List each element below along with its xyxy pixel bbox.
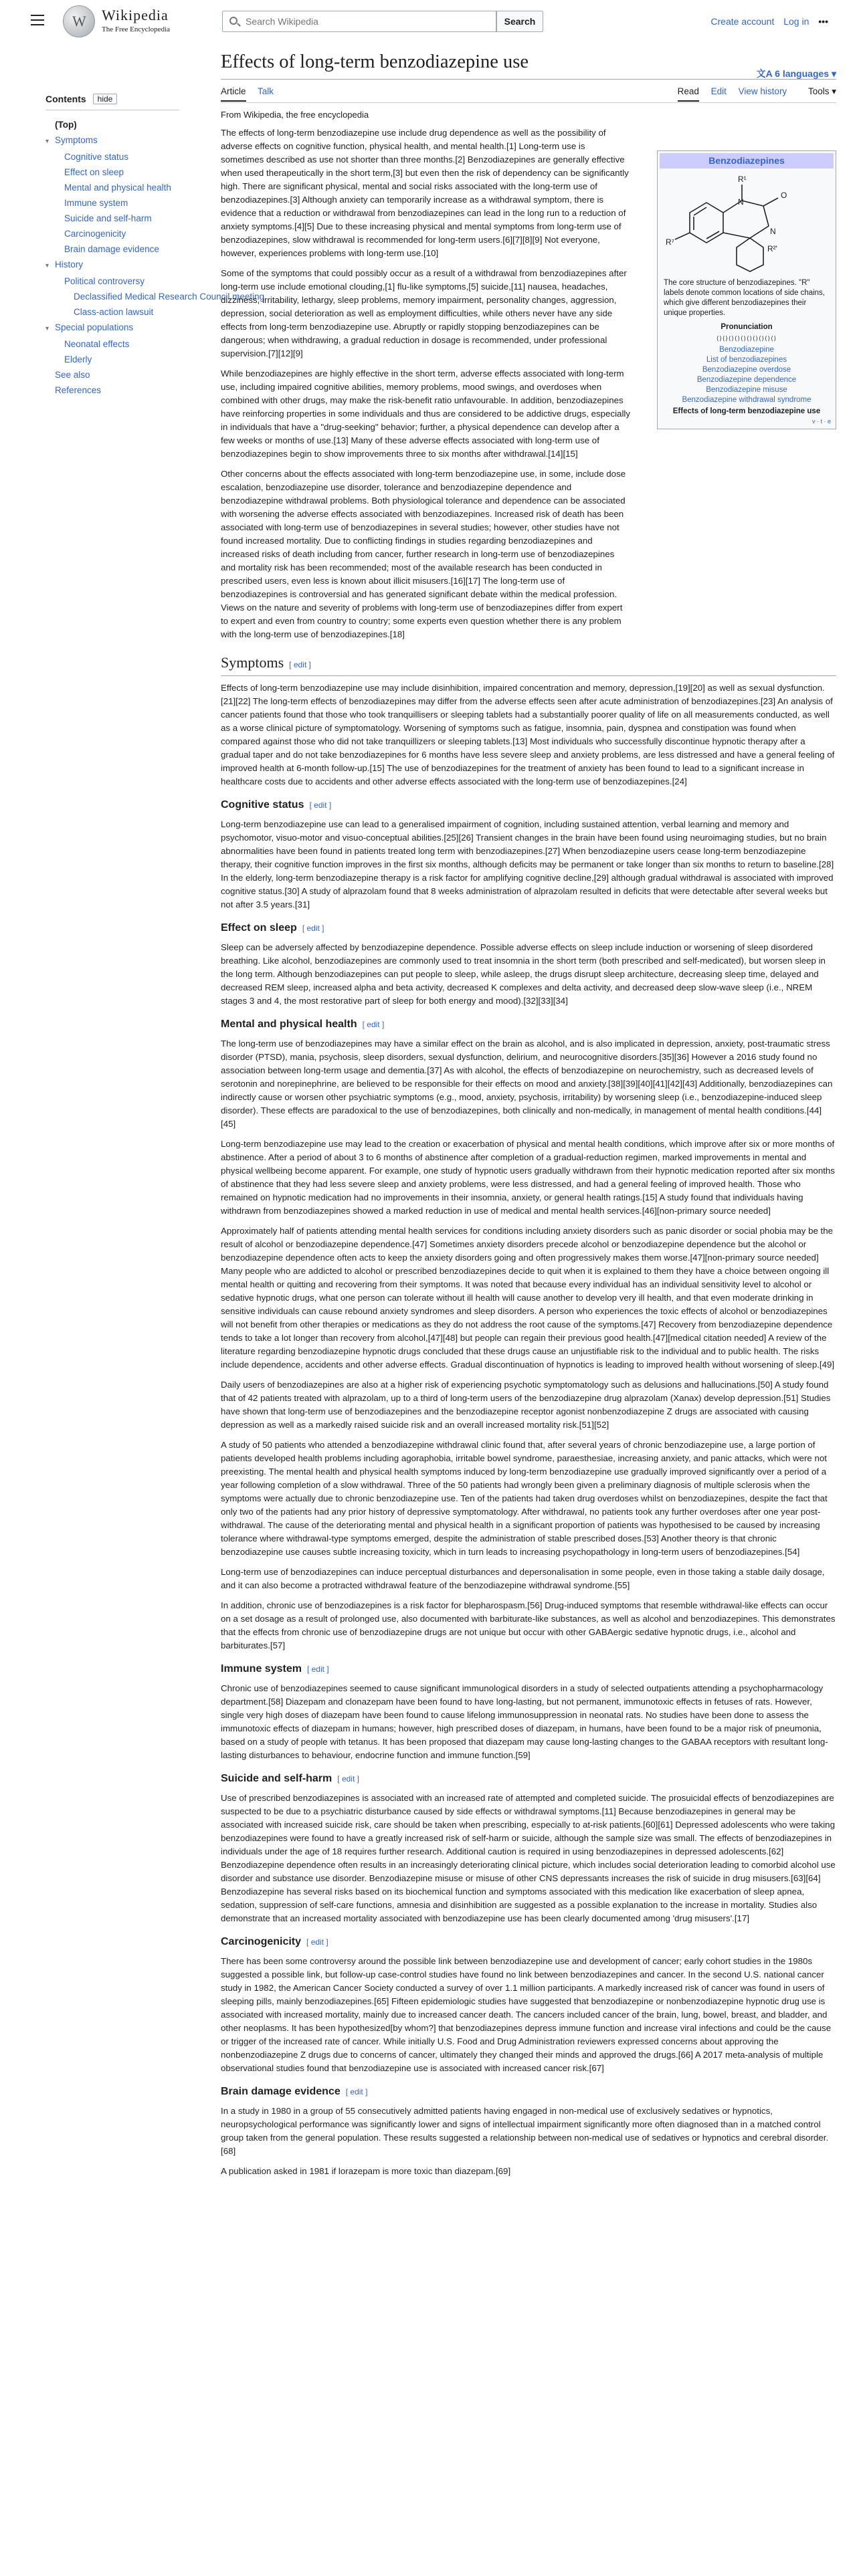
section-edit-link[interactable]: [ edit ]: [309, 800, 332, 810]
section-heading: [221, 2083, 836, 2101]
toc-item[interactable]: [45, 211, 193, 226]
section-title: Symptoms: [221, 654, 284, 671]
infobox-links: [660, 345, 834, 405]
section-title: Carcinogenicity: [221, 1936, 302, 1947]
toc-item-label: References: [55, 385, 102, 395]
section-paragraph: Long-term benzodiazepine use can lead to a generalised impairment of cognition, including sustained attention, verbal learning and memory and psychomotor, visuo-motor and visuo-conceptual abilities.[25][26] Transient changes in the brain have been found using neuroimaging studies, but no brain abnormalities have been found in patients treated long term with benzodiazepines.[27] When benzodiazepine users cease long-term benzodiazepine therapy, their cognitive function improves in the first six months, although deficits may be permanent or take longer than six months to return to baseline.[28] In the elderly, long-term benzodiazepine therapy is a risk factor for amplifying cognitive decline,[29] although gradual withdrawal is associated with improved cognitive status.[30] A study of alprazolam found that 8 weeks administration of alprazolam resulted in deficits that were detectable after several weeks but not after 3.5 years.[31]: [221, 819, 834, 909]
section-edit-link[interactable]: [ edit ]: [302, 924, 324, 933]
toc-item-label: Mental and physical health: [64, 183, 171, 193]
section-heading: [221, 1933, 836, 1951]
translate-icon: 文A: [756, 68, 775, 79]
toc-item[interactable]: [45, 117, 193, 132]
toc-item-label: Effect on sleep: [64, 167, 124, 177]
edit-label: edit: [310, 1937, 324, 1947]
toc-item-label: Special populations: [55, 322, 134, 332]
toc-title: Contents: [45, 94, 86, 104]
search-box[interactable]: [222, 11, 496, 32]
toc-item-label: Immune system: [64, 198, 128, 208]
section-edit-link[interactable]: [ edit ]: [345, 2087, 368, 2097]
edit-label: edit: [367, 1020, 380, 1029]
benzodiazepine-structure-image[interactable]: [660, 173, 834, 273]
lead-paragraph: Other concerns about the effects associated with long-term benzodiazepine use, in some, include dose escalation, benzodiazepine use disorder, tolerance and benzodiazepine dependence and benzodiazepine withdrawal problems. Both physiological tolerance and dependence can be associated with worsening the adverse effects associated with benzodiazepines. Increased risk of death has been associated with long-term use of benzodiazepines in several studies; however, other studies have not found increased mortality. Due to conflicting findings in studies regarding benzodiazepines and increased risks of death including from cancer, further research in long-term use of benzodiazepines and mortality risk has been recommended; most of the available research has been conducted in prescribed users, even less is known about illicit misusers.[16][17] The long-term use of benzodiazepines is controversial and has generated significant debate within the medical profession. Views on the nature and severity of problems with long-term use of benzodiazepines differ from expert to expert and even from country to country; some experts even question whether there is any problem with the long-term use of benzodiazepines.[18]: [221, 469, 626, 639]
section-title: Effect on sleep: [221, 922, 297, 934]
page-title: Effects of long-term benzodiazepine use: [221, 51, 529, 72]
section-title: Cognitive status: [221, 799, 304, 811]
infobox-current: Effects of long-term benzodiazepine use: [672, 407, 821, 415]
section-paragraph: In addition, chronic use of benzodiazepines is a risk factor for blepharospasm.[56] Drug-induced symptoms that resemble withdrawal-like effects can occur on a set dosage as a result of prolonged use, also documented with barbiturate-like substances, as well as alcohol and benzodiazepines. This demonstrates that the effects from chronic use of benzodiazepine drugs are not unique but occur with other GABAergic sedative hypnotic drugs, i.e., alcohol and barbiturates.[57]: [221, 1600, 836, 1650]
article-body: [221, 126, 836, 2178]
pronunciation-value: ⟨⟩⟨⟩⟨⟩⟨⟩⟨⟩⟨⟩⟨⟩⟨⟩⟨⟩⟨⟩: [716, 335, 777, 342]
tab-article[interactable]: Article: [221, 86, 246, 102]
toc-item[interactable]: [45, 336, 193, 352]
page-tabs: [221, 80, 836, 102]
infobox-caption: The core structure of benzodiazepines. "R" labels denote common locations of side chains, which give different benzodiazepines their unique properties.: [664, 279, 826, 317]
toc-item[interactable]: [45, 352, 193, 367]
toc-item-label: Carcinogenicity: [64, 229, 126, 239]
toc-item[interactable]: [45, 257, 193, 274]
section-edit-link[interactable]: [ edit ]: [362, 1020, 385, 1029]
section-paragraph: Sleep can be adversely affected by benzodiazepine dependence. Possible adverse effects on sleep include induction or worsening of sleep disordered breathing. Like alcohol, benzodiazepines are commonly used to treat insomnia in the short term (both prescribed and self-medicated), but worsen sleep in the long term. Although benzodiazepines can put people to sleep, while asleep, the drugs disrupt sleep architecture, decreasing sleep time, delayed and decreased REM sleep, increased alpha and beta activity, decreased K complexes and delta activity, and decreased deep slow-wave sleep (i.e., NREM stages 3 and 4, the most restorative part of sleep for both energy and mood).[32][33][34]: [221, 942, 826, 1006]
table-of-contents: [45, 94, 265, 398]
section-heading: [221, 796, 836, 814]
infobox-link[interactable]: Benzodiazepine: [719, 346, 774, 354]
lead-paragraph: Some of the symptoms that could possibly occur as a result of a withdrawal from benzodiazepines after long-term use include emotional clouding,[1] flu-like symptoms,[5] suicide,[11] nausea, headaches, dizziness, irritability, lethargy, sleep problems, memory impairment, personality changes, aggression, depression, social deterioration as well as employment difficulties, while others never have any side effects from long-term benzodiazepine use. Abruptly or rapidly stopping benzodiazepines can be dangerous; when withdrawing, a gradual reduction in dosage is recommended, under professional supervision.[7][12][9]: [221, 268, 627, 358]
toc-item-label: Elderly: [64, 354, 92, 364]
toc-header: [45, 94, 193, 104]
svg-text:N: N: [738, 197, 744, 207]
personal-tools: [704, 16, 828, 27]
edit-label: edit: [350, 2087, 363, 2097]
chevron-down-icon[interactable]: ▾: [45, 262, 50, 270]
section-heading: [221, 1016, 836, 1033]
section-paragraph: Chronic use of benzodiazepines seemed to cause significant immunological disorders in a study of selected outpatients attending a psychopharmacology department.[58] Diazepam and clonazepam have been found to have long-lasting, but not permanent, immunotoxic effects in fetuses of rats. However, single very high doses of diazepam have been found to cause lifelong immunosuppression in neonatal rats. No studies have been done to assess the immunotoxic effects of diazepam in humans; however, high prescribed doses of diazepam, in humans, have been found to be a major risk of pneumonia, based on a study of people with tetanus. It has been proposed that diazepam may cause long-lasting changes to the GABAA receptors with resultant long-lasting disturbances to behaviour, endocrine function and immune function.[59]: [221, 1683, 828, 1760]
svg-text:R¹: R¹: [738, 175, 747, 184]
article-sections: [221, 652, 836, 2178]
toc-item[interactable]: [45, 195, 193, 211]
tab-tools[interactable]: Tools ▾: [807, 86, 836, 96]
create-account-link[interactable]: Create account: [710, 16, 775, 27]
section-heading: [221, 1660, 836, 1678]
section-heading: [221, 1770, 836, 1788]
toc-item[interactable]: [45, 132, 193, 149]
lead-paragraph: While benzodiazepines are highly effective in the short term, adverse effects associated with long-term use, including impaired cognitive abilities, memory problems, mood swings, and overdoses when combined with other drugs, may make the risk-benefit ratio unfavourable. In addition, benzodiazepines have reinforcing properties in some individuals and thus are considered to be addictive drugs, especially in individuals that have a "drug-seeking" behavior; further, a physical dependence can develop after a few weeks or months of use.[13] Many of these adverse effects associated with long-term use of benzodiazepines begin to show improvements three to six months after withdrawal.[14][15]: [221, 368, 631, 459]
language-button[interactable]: 文A 6 languages ▾: [756, 68, 836, 79]
infobox-link[interactable]: Benzodiazepine misuse: [706, 386, 787, 394]
infobox-title[interactable]: Benzodiazepines: [660, 153, 834, 169]
infobox-link[interactable]: Benzodiazepine overdose: [702, 366, 791, 374]
more-options-icon[interactable]: •••: [818, 16, 828, 27]
section-paragraph: Long-term use of benzodiazepines can induce perceptual disturbances and depersonalisation in some people, even in those taking a stable daily dosage, and it can also become a protracted withdrawal feature of the benzodiazepine withdrawal syndrome.[55]: [221, 1567, 825, 1590]
namespace-tabs: [221, 86, 283, 96]
toc-item[interactable]: [45, 180, 193, 195]
main-menu-icon[interactable]: [31, 15, 44, 25]
language-count: 6 languages: [775, 68, 830, 79]
site-header: [0, 0, 859, 43]
toc-item[interactable]: [45, 367, 193, 383]
pronunciation-label: Pronunciation: [721, 323, 773, 331]
toc-item[interactable]: [45, 165, 193, 180]
toc-item-label: Political controversy: [64, 276, 145, 286]
search-button[interactable]: Search: [496, 11, 543, 32]
toc-item-label: Class-action lawsuit: [74, 307, 154, 317]
svg-text:O: O: [781, 191, 787, 200]
navbox-vte[interactable]: v · t · e: [812, 418, 831, 425]
tab-edit[interactable]: Edit: [710, 86, 727, 96]
infobox-link[interactable]: Benzodiazepine dependence: [696, 376, 797, 384]
svg-text:N: N: [770, 227, 776, 236]
section-heading: [221, 652, 836, 676]
toc-item-label: Symptoms: [55, 135, 98, 145]
section-paragraph: Daily users of benzodiazepines are also at a higher risk of experiencing psychotic symptomatology such as delusions and hallucinations.[50] A study found that of 42 patients treated with alprazolam, up to a third of long-term users of the benzodiazepine drug alprazolam (Xanax) develop depression.[51] Studies have shown that long-term use of benzodiazepines and the benzodiazepine receptor agonist nonbenzodiazepine Z drugs are associated with causing depression as well as a markedly raised suicide risk and an overall increased mortality risk.[51][52]: [221, 1380, 831, 1430]
tab-read[interactable]: Read: [678, 86, 699, 102]
toc-item[interactable]: [45, 383, 193, 398]
toc-item-label: See also: [55, 370, 90, 380]
toc-item-label: History: [55, 259, 84, 270]
toc-hide-button[interactable]: hide: [93, 94, 118, 104]
section-edit-link[interactable]: [ edit ]: [306, 1937, 328, 1947]
log-in-link[interactable]: Log in: [783, 16, 809, 27]
section-title: Immune system: [221, 1663, 302, 1675]
toc-item-label: Neonatal effects: [64, 339, 130, 349]
toc-item-label: Suicide and self-harm: [64, 213, 152, 223]
section-paragraph: Long-term benzodiazepine use may lead to the creation or exacerbation of physical and mental health conditions, which improve after six or more months of abstinence. After a period of about 3 to 6 months of abstinence after completion of a gradual-reduction regimen, marked improvements in mental and physical wellbeing become apparent. For example, one study of hypnotic users gradually withdrawn from their hypnotic medication reported after six months of abstinence that they had less severe sleep and anxiety problems, were less distressed, and had a general feeling of improved health. Those who remained on hypnotic medication had no improvements in their insomnia, anxiety, or general health ratings.[15] A study found that individuals having withdrawn from benzodiazepines showed a marked reduction in use of medical and mental health services.[46][non-primary source needed]: [221, 1139, 835, 1216]
toc-item[interactable]: [45, 241, 193, 257]
infobox: [657, 150, 836, 429]
search-input[interactable]: [246, 15, 486, 27]
edit-label: edit: [293, 660, 307, 669]
toc-item-label: Cognitive status: [64, 152, 129, 162]
chevron-down-icon[interactable]: ▾: [45, 325, 50, 332]
site-sub: From Wikipedia, the free encyclopedia: [221, 110, 369, 120]
section-paragraph: In a study in 1980 in a group of 55 consecutively admitted patients having engaged in non-medical use of exclusively sedatives or hypnotics, neuropsychological performance was significantly lower and signs of intellectual impairment significantly more often diagnosed than in a matched control group taken from the general population. These results suggested a relationship between non-medical use of sedatives or hypnotics and cerebral disorder.[68]: [221, 2106, 829, 2156]
section-paragraph: There has been some controversy around the possible link between benzodiazepine use and development of cancer; early cohort studies in the 1980s suggested a possible link, but follow-up case-control studies have found no link between benzodiazepines and cancer. In the second U.S. national cancer study in 1982, the American Cancer Society conducted a survey of over 1.1 million participants. A markedly increased risk of cancer was found in users of sleeping pills, mainly benzodiazepines.[65] Fifteen epidemiologic studies have suggested that benzodiazepine or nonbenzodiazepine hypnotic drug use is associated with increased mortality, mainly due to increased cancer death. The cancers included cancer of the brain, lung, bowel, breast, and bladder, and other neoplasms. It has been hypothesized[by whom?] that benzodiazepines depress immune function and increase viral infections and could be the cause or trigger of the increased rate of cancer. While initially U.S. Food and Drug Administration reviewers expressed concerns about approving the nonbenzodiazepine Z drugs due to concerns of cancer, ultimately they changed their minds and approved the drugs.[66] A 2017 meta-analysis of multiple observational studies found that benzodiazepine use is associated with increased cancer risk.[67]: [221, 1956, 832, 2073]
infobox-link[interactable]: Benzodiazepine withdrawal syndrome: [682, 396, 812, 404]
tabs-divider: [221, 102, 836, 103]
toc-item-label: Declassified Medical Research Council meeting: [74, 292, 265, 302]
view-tabs: [668, 86, 836, 97]
wikipedia-tagline: The Free Encyclopedia: [102, 25, 171, 33]
section-paragraph: Effects of long-term benzodiazepine use may include disinhibition, impaired concentration and memory, depression,[19][20] as well as sexual dysfunction.[21][22] The long-term effects of benzodiazepines may differ from the adverse effects seen after acute administration of benzodiazepines.[23] An analysis of cancer patients found that those who took tranquillisers or sleeping tablets had a substantially poorer quality of life on all measurements conducted, as well as a worse clinical picture of symptomatology. Worsening of symptoms such as fatigue, insomnia, pain, dyspnea and constipation was found when compared against those who did not take tranquillizers or sleeping tablets.[13] Most individuals who successfully discontinue hypnotic therapy after a gradual taper and do not take benzodiazepines for 6 months have less severe sleep and anxiety problems, are less distressed and have a general feeling of improved health at 6-month follow-up.[15] The use of benzodiazepines for the treatment of anxiety has been found to lead to a significant increase in healthcare costs due to accidents and other adverse effects associated with the long-term use of benzodiazepines.[24]: [221, 683, 835, 786]
section-paragraph: A publication asked in 1981 if lorazepam is more toxic than diazepam.[69]: [221, 2166, 511, 2176]
section-title: Suicide and self-harm: [221, 1773, 332, 1784]
svg-text:R²': R²': [767, 244, 777, 253]
section-heading: [221, 920, 836, 937]
section-paragraph: Use of prescribed benzodiazepines is associated with an increased rate of attempted and completed suicide. The prosuicidal effects of benzodiazepines are suspected to be due to a psychiatric disturbance caused by side effects or withdrawal symptoms.[11] Because benzodiazepines in general may be associated with increased suicide risk, care should be taken when prescribing, especially to at-risk patients.[60][61] Depressed adolescents who were taking benzodiazepines were found to have a greatly increased risk of self-harm or suicide, although the sample size was small. The effects of benzodiazepines in individuals under the age of 18 requires further research. Additional caution is required in using benzodiazepines in depressed adolescents.[62] Benzodiazepine dependence often results in an increasingly deteriorating clinical picture, which includes social deterioration leading to comorbid alcohol use disorder and substance use disorder. Benzodiazepine misuse or misuse of other CNS depressants increases the risk of suicide in drug misusers.[63][64] Benzodiazepine has several risks based on its biochemical function and symptoms associated with this medication like exacerbation of sleep apnea, sedation, suppression of self-care functions, amnesia and disinhibition are suggested as a possible explanation to the increase in mortality. Studies also demonstrate that an increased mortality associated with benzodiazepine use has been clearly documented among 'drug misusers'.[17]: [221, 1793, 836, 1923]
edit-label: edit: [314, 800, 327, 810]
toc-item-label: (Top): [55, 120, 77, 130]
lead-paragraph: The effects of long-term benzodiazepine use include drug dependence as well as the possibility of adverse effects on cognitive function, physical health, and mental health.[1] Long-term use is sometimes described as use not shorter than three months.[2] Benzodiazepines are generally effective when used therapeutically in the short term,[3] but even then the risk of dependency can be significantly high. There are significant physical, mental and social risks associated with the long-term use of benzodiazepines.[3] Although anxiety can temporarily increase as a withdrawal symptom, there is evidence that a reduction or withdrawal from benzodiazepines can lead in the long run to a reduction of anxiety symptoms.[4][5] Due to these increasing physical and mental symptoms from long-term use of benzodiazepines, slow withdrawal is recommended for long-term users.[6][7][8][9] Not everyone, however, experiences problems with long-term use.[10]: [221, 128, 629, 258]
tab-talk[interactable]: Talk: [258, 86, 274, 96]
toc-item[interactable]: [45, 226, 193, 241]
section-paragraph: Approximately half of patients attending mental health services for conditions including anxiety disorders such as panic disorder or social phobia may be the result of alcohol or benzodiazepine dependence.[47] Sometimes anxiety disorders precede alcohol or benzodiazepine dependence but the alcohol or benzodiazepine dependence often acts to keep the anxiety disorders going and often progressively makes them worse.[47][non-primary source needed] Many people who are addicted to alcohol or prescribed benzodiazepines decide to quit when it is explained to them they have a choice between ongoing ill mental health or quitting and recovering from their symptoms. It was noted that because every individual has an individual sensitivity level to alcohol or sedative hypnotic drugs, what one person can tolerate without ill health will cause another to develop very ill health, and that even moderate drinking in sensitive individuals can cause rebound anxiety syndromes and sleep disorders. A person who experiences the toxic effects of alcohol or benzodiazepines will not benefit from other therapies or medications as they do not address the root cause of the symptoms.[47] Recovery from benzodiazepine dependence tends to take a lot longer than recovery from alcohol,[47][48] but people can regain their previous good health.[47][medical citation needed] A review of the literature regarding benzodiazepine hypnotic drugs concluded that these drugs cause an unjustifiable risk to the individual and to public health. The risks include dependence, accidents and other adverse effects. Gradual discontinuation of hypnotics is leading to improved health without worsening of sleep.[49]: [221, 1226, 835, 1370]
chevron-down-icon[interactable]: ▾: [45, 138, 50, 145]
search-icon: [229, 17, 237, 25]
section-edit-link[interactable]: [ edit ]: [289, 660, 311, 669]
section-edit-link[interactable]: [ edit ]: [337, 1774, 359, 1784]
edit-label: edit: [306, 924, 320, 933]
section-edit-link[interactable]: [ edit ]: [306, 1665, 329, 1674]
section-title: Brain damage evidence: [221, 2086, 341, 2097]
wikipedia-wordmark[interactable]: Wikipedia: [102, 7, 169, 23]
toc-item[interactable]: [45, 304, 193, 320]
toc-item-label: Brain damage evidence: [64, 244, 159, 254]
section-title: Mental and physical health: [221, 1018, 357, 1030]
infobox-link[interactable]: List of benzodiazepines: [706, 356, 787, 364]
edit-label: edit: [311, 1665, 324, 1674]
section-paragraph: The long-term use of benzodiazepines may have a similar effect on the brain as alcohol, and is also implicated in depression, anxiety, post-traumatic stress disorder (PTSD), mania, psychosis, sleep disorders, sexual dysfunction, delirium, and neurocognitive disorders.[35][36] However a 2016 study found no association between long-term usage and dementia.[37] As with alcohol, the effects of benzodiazepine on neurochemistry, such as decreased levels of serotonin and norepinephrine, are believed to be responsible for their effects on mood and anxiety.[38][39][40][41][42][43] Additionally, benzodiazepines can indirectly cause or worsen other psychiatric symptoms (e.g., mood, anxiety, psychosis, irritability) by worsening sleep (i.e., benzodiazepine-induced sleep disorder). These effects are paradoxical to the use of benzodiazepines, both clinically and non-medically, in management of mental health conditions.[44][45]: [221, 1039, 833, 1129]
edit-label: edit: [341, 1774, 355, 1784]
toc-item[interactable]: [45, 274, 193, 289]
svg-text:R⁷: R⁷: [666, 237, 675, 247]
wikipedia-logo[interactable]: [63, 5, 95, 37]
toc-item[interactable]: [45, 289, 265, 304]
toc-item[interactable]: [45, 320, 193, 336]
section-paragraph: A study of 50 patients who attended a benzodiazepine withdrawal clinic found that, after several years of chronic benzodiazepine use, a large portion of patients developed health problems including agoraphobia, irritable bowel syndrome, paraesthesiae, increasing anxiety, and panic attacks, which were not preexisting. The mental health and physical health symptoms induced by long-term benzodiazepine use gradually improved significantly over a period of a year following completion of a slow withdrawal. Three of the 50 patients had wrongly been given a preliminary diagnosis of multiple sclerosis when the symptoms were actually due to chronic benzodiazepine use. Ten of the patients had taken drug overdoses whilst on benzodiazepines, despite the fact that only two of the patients had any prior history of depressive symptomatology. After withdrawal, no patients took any further overdoses after one year post-withdrawal. The cause of the deteriorating mental and physical health in a significant proportion of patients was hypothesised to be caused by increasing tolerance where withdrawal-type symptoms emerged, despite the administration of stable prescribed doses.[53] Another theory is that chronic benzodiazepine use causes subtle increasing toxicity, which in turn leads to increasing psychopathology in long-term users of benzodiazepines.[54]: [221, 1440, 828, 1557]
toc-list: [45, 117, 265, 398]
toc-item[interactable]: [45, 149, 193, 165]
tab-view-history[interactable]: View history: [738, 86, 787, 96]
tools-label: Tools: [807, 86, 830, 96]
